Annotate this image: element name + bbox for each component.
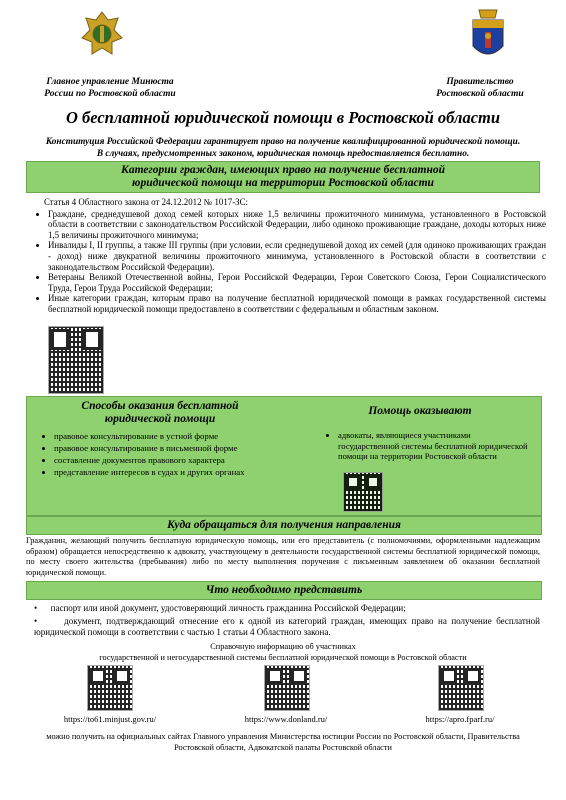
list-item: • составление документов правового характера xyxy=(54,454,290,466)
list-item: • Ветераны Великой Отечественной войны, Герои Российской Федерации, Герои Советского Союза, Герои Социалистического Труда, Герои Труда Российской Федерации; xyxy=(48,272,546,293)
header-left-org-line2: России по Ростовской области xyxy=(44,89,176,99)
rostov-coat-of-arms-icon xyxy=(467,6,509,64)
methods-heading-line2: юридической помощи xyxy=(104,413,216,425)
providers-heading: Помощь оказывают xyxy=(368,405,472,417)
methods-list xyxy=(40,430,290,478)
list-item: • Инвалиды I, II группы, а также III группы (при условии, если среднедушевой доход их семей (для одиноко проживающих граждан - доход) ниже двукратной величины прожиточного минимума, установленного в Ростовской области в соответствии с законодательством Российской Федерации). xyxy=(48,240,546,272)
list-item: • адвокаты, являющиеся участниками государственной системы бесплатной юридической помощи на территории Ростовской области xyxy=(338,430,529,462)
providers-list xyxy=(324,430,529,462)
qr-code-icon xyxy=(48,326,104,394)
list-item: • правовое консультирование в устной форме xyxy=(54,430,290,442)
footer-line2: Ростовской области, Адвокатской палаты Ростовской области xyxy=(174,743,392,752)
page-title: О бесплатной юридической помощи в Ростовской области xyxy=(65,108,501,127)
intro-line2: В случаях, предусмотренных законом, юридическая помощь предоставляется бесплатно. xyxy=(96,148,470,159)
law-reference: Статья 4 Областного закона от 24.12.2012 № 1017-ЗС: xyxy=(44,197,248,207)
footer-line1: можно получить на официальных сайтах Главного управления Министерства юстиции России по Ростовской области, Правительства xyxy=(46,732,520,741)
list-item: • представление интересов в судах и других органах xyxy=(54,466,290,478)
list-item: • правовое консультирование в письменной форме xyxy=(54,442,290,454)
referral-heading: Куда обращаться для получения направления xyxy=(26,516,542,535)
reference-line1: Справочную информацию об участниках xyxy=(210,642,356,651)
link-apro[interactable]: https://apro.fparf.ru/ xyxy=(425,714,495,724)
documents-item-1: • паспорт или иной документ, удостоверяющий личность гражданина Российской Федерации; xyxy=(34,603,406,613)
documents-item-2: • документ, подтверждающий отнесение его к одной из категорий граждан, имеющих право на получение бесплатной юридической помощи в соответствии с частью 1 статьи 4 Областного закона. xyxy=(34,616,540,637)
reference-line2: государственной и негосударственной системы бесплатной юридической помощи в Ростовской области xyxy=(99,652,467,662)
categories-list xyxy=(34,209,546,315)
qr-code-icon xyxy=(264,665,310,711)
list-item: • Иные категории граждан, которым право на получение бесплатной юридической помощи в рамках государственной системы бесплатной юридической помощи предоставлено в соответствии с федеральным и областным законом. xyxy=(48,293,546,314)
intro-line1: Конституция Российской Федерации гарантирует право на получение квалифицированной юридической помощи. xyxy=(45,137,521,147)
qr-code-icon xyxy=(87,665,133,711)
link-minjust[interactable]: https://to61.minjust.gov.ru/ xyxy=(63,714,157,724)
categories-heading: Категории граждан, имеющих право на получение бесплатной юридической помощи на территории Ростовской области xyxy=(26,161,540,193)
referral-text: Гражданин, желающий получить бесплатную юридическую помощь, или его представитель (с полномочиями, оформленными надлежащим образом) обращается непосредственно к адвокату, участвующему в деятельности государственной системы бесплатной юридической помощи, по месту своего жительства (пребывания) либо по месту выполнения поручения с письменным заявлением об оказании бесплатной юридической помощи. xyxy=(26,536,540,577)
header-right-org-line1: Правительство xyxy=(446,77,514,87)
minjust-emblem-icon xyxy=(78,8,126,64)
qr-code-icon xyxy=(343,472,383,512)
link-donland[interactable]: https://www.donland.ru/ xyxy=(244,714,328,724)
header-right-org-line2: Ростовской области xyxy=(436,89,524,99)
qr-code-icon xyxy=(438,665,484,711)
methods-heading-line1: Способы оказания бесплатной xyxy=(81,400,239,412)
list-item: • Граждане, среднедушевой доход семей которых ниже 1,5 величины прожиточного минимума, установленного в Ростовской области в соответствии с законодательством Российской Федерации, либо одиноко проживающие граждане, доходы которых ниже 1,5 величины прожиточного минимума; xyxy=(48,209,546,241)
header-left-org-line1: Главное управление Минюста xyxy=(46,77,174,87)
documents-heading: Что необходимо представить xyxy=(26,581,542,600)
